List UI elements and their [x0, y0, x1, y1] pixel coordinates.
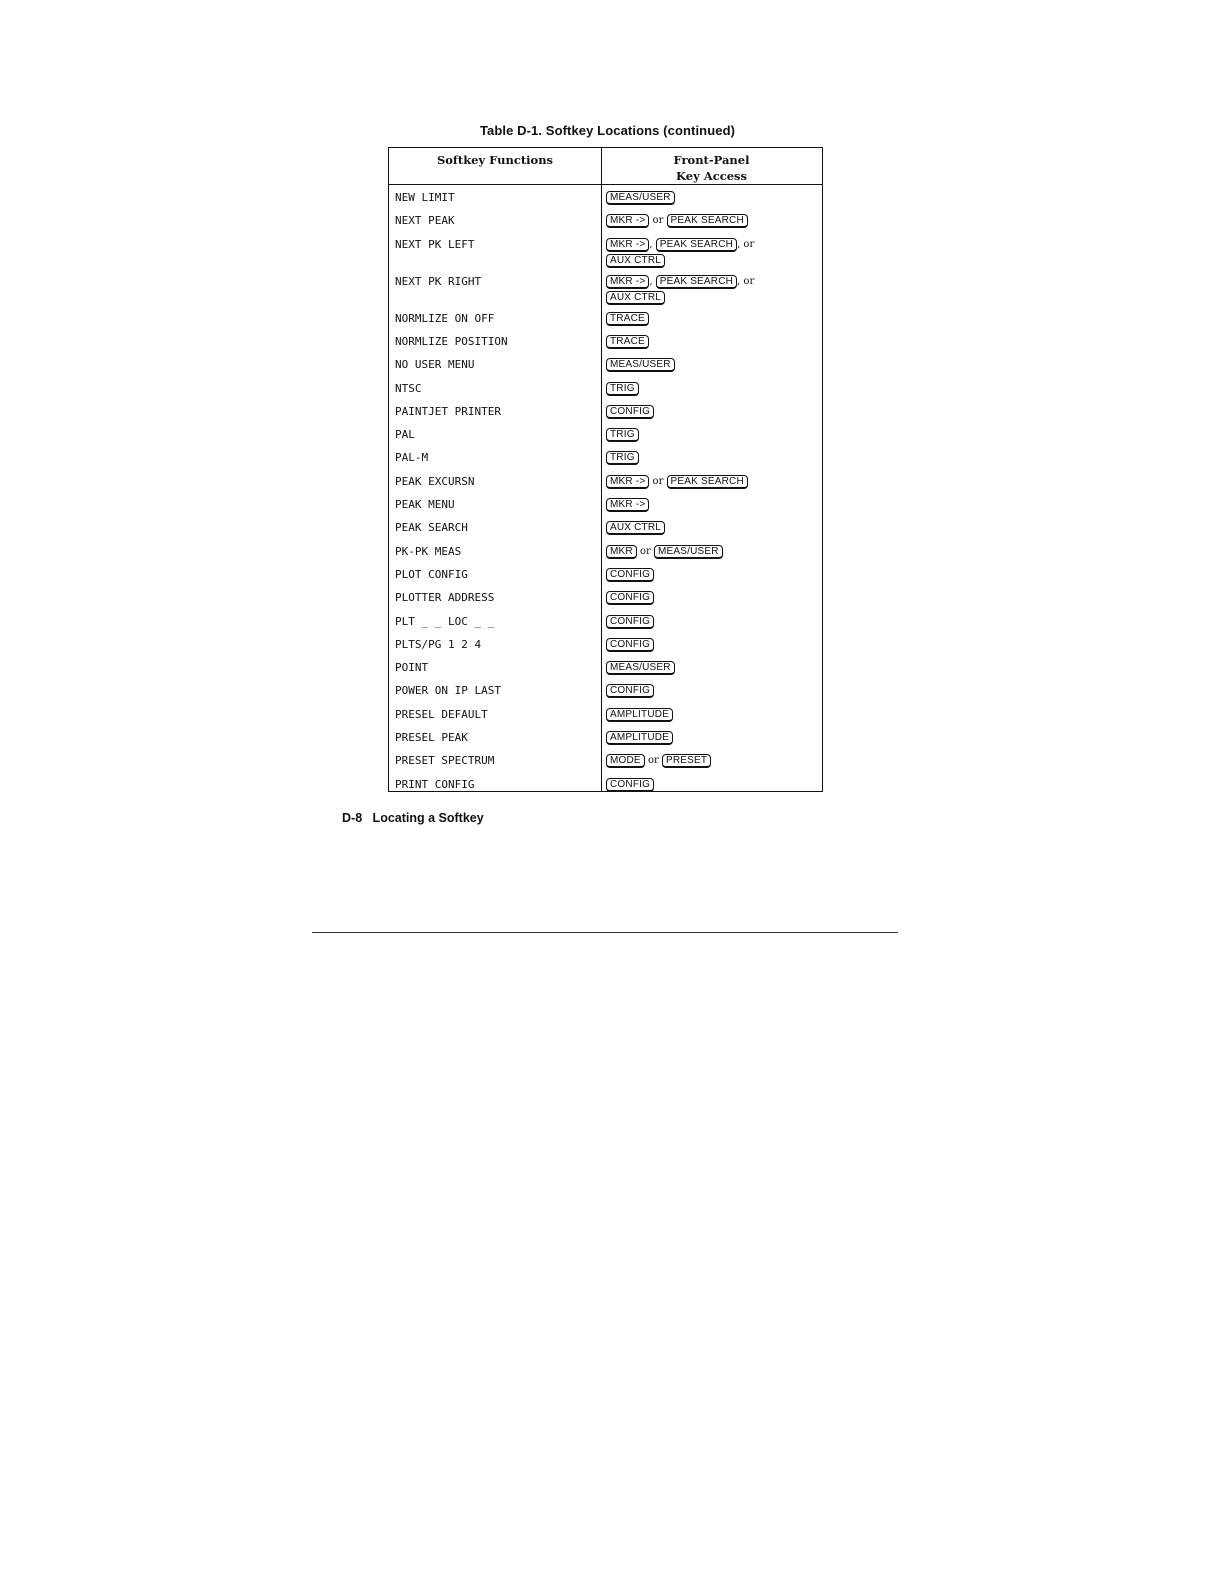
table-row — [389, 729, 822, 752]
key-access-line — [606, 567, 816, 583]
front-panel-key: MKR — [606, 545, 637, 559]
front-panel-key: CONFIG — [606, 568, 654, 582]
key-separator: or — [644, 755, 662, 767]
softkey-function: PLOT CONFIG — [395, 567, 468, 581]
key-access — [606, 450, 816, 466]
table-row — [389, 273, 822, 310]
key-access — [606, 637, 816, 653]
key-access-line — [606, 497, 816, 513]
key-access-line — [606, 520, 816, 536]
table-row — [389, 706, 822, 729]
key-access — [606, 274, 816, 306]
header-access-line2: Key Access — [676, 169, 747, 183]
front-panel-key: TRACE — [606, 335, 649, 349]
table-row — [389, 380, 822, 403]
table-row — [389, 403, 822, 426]
softkey-function: NEW LIMIT — [395, 191, 455, 204]
softkey-function: PK-PK MEAS — [395, 544, 462, 558]
key-access-line — [606, 427, 816, 443]
key-access — [606, 213, 816, 229]
key-separator: , — [649, 238, 656, 250]
key-access-line — [606, 290, 816, 306]
softkey-function: PAL — [395, 428, 415, 442]
front-panel-key: PEAK SEARCH — [667, 214, 748, 228]
softkey-function: PRESEL PEAK — [395, 731, 468, 744]
key-separator: or — [636, 545, 654, 557]
key-access — [606, 381, 816, 397]
table-row — [389, 659, 822, 682]
softkey-function: PEAK EXCURSN — [395, 474, 475, 488]
header-front-panel-key-access — [601, 152, 822, 184]
key-access-line — [606, 614, 816, 630]
key-access-line — [606, 450, 816, 466]
key-access — [606, 730, 816, 746]
table-row — [389, 449, 822, 472]
softkey-function: PRINT CONFIG — [395, 777, 475, 791]
table-row — [389, 613, 822, 636]
key-access — [606, 753, 816, 769]
softkey-function: PAINTJET PRINTER — [395, 404, 501, 418]
softkey-function: PLTS/PG 1 2 4 — [395, 637, 482, 651]
key-access — [606, 544, 816, 560]
page-footer: D-8 Locating a Softkey — [342, 811, 484, 825]
key-separator: or — [649, 475, 667, 487]
front-panel-key: AUX CTRL — [606, 521, 665, 535]
key-access-line — [606, 404, 816, 420]
key-access — [606, 474, 816, 490]
key-access — [606, 404, 816, 420]
key-access — [606, 520, 816, 536]
key-access — [606, 237, 816, 269]
key-access-line — [606, 777, 816, 793]
table-row — [389, 189, 822, 212]
table-row — [389, 682, 822, 705]
key-access — [606, 777, 816, 793]
front-panel-key: CONFIG — [606, 405, 654, 419]
key-access — [606, 190, 816, 206]
softkey-function: PRESEL DEFAULT — [395, 707, 488, 721]
front-panel-key: MKR -> — [606, 498, 649, 512]
softkey-function: NEXT PK LEFT — [395, 237, 475, 251]
key-access — [606, 590, 816, 606]
key-access-line — [606, 474, 816, 490]
table-row — [389, 589, 822, 612]
table-row — [389, 356, 822, 379]
table-row — [389, 636, 822, 659]
key-access-line — [606, 544, 816, 560]
front-panel-key: MEAS/USER — [654, 545, 723, 559]
table-row — [389, 333, 822, 356]
key-access-line — [606, 274, 816, 290]
table-row — [389, 236, 822, 273]
key-access-line — [606, 237, 816, 253]
table-row — [389, 519, 822, 542]
softkey-function: POINT — [395, 661, 429, 675]
front-panel-key: AUX CTRL — [606, 291, 665, 305]
key-access — [606, 311, 816, 327]
key-separator: , or — [737, 275, 755, 287]
key-access — [606, 427, 816, 443]
key-access-line — [606, 683, 816, 699]
front-panel-key: PRESET — [662, 754, 711, 768]
key-access — [606, 707, 816, 723]
key-access-line — [606, 190, 816, 206]
softkey-function: PLT _ _ LOC _ _ — [395, 614, 495, 628]
key-access-line — [606, 753, 816, 769]
table-row — [389, 212, 822, 235]
table-row — [389, 310, 822, 333]
softkey-function: NORMLIZE ON OFF — [395, 311, 495, 325]
key-access-line — [606, 311, 816, 327]
front-panel-key: MEAS/USER — [606, 358, 675, 372]
key-access-line — [606, 357, 816, 373]
table-row — [389, 473, 822, 496]
key-access-line — [606, 637, 816, 653]
front-panel-key: MEAS/USER — [606, 661, 675, 675]
key-access — [606, 497, 816, 513]
key-access — [606, 683, 816, 699]
table-row — [389, 543, 822, 566]
table-row — [389, 752, 822, 775]
softkey-function: PEAK SEARCH — [395, 521, 468, 535]
front-panel-key: AUX CTRL — [606, 254, 665, 268]
key-access-line — [606, 590, 816, 606]
key-access — [606, 357, 816, 373]
key-access-line — [606, 381, 816, 397]
front-panel-key: CONFIG — [606, 778, 654, 792]
header-divider — [389, 184, 822, 185]
table-caption: Table D-1. Softkey Locations (continued) — [479, 123, 736, 138]
table-row — [389, 566, 822, 589]
front-panel-key: PEAK SEARCH — [667, 475, 748, 489]
softkey-function: POWER ON IP LAST — [395, 684, 501, 698]
front-panel-key: AMPLITUDE — [606, 731, 673, 745]
front-panel-key: MKR -> — [606, 214, 649, 228]
key-access — [606, 660, 816, 676]
front-panel-key: PEAK SEARCH — [656, 275, 737, 289]
front-panel-key: TRACE — [606, 312, 649, 326]
softkey-function: NORMLIZE POSITION — [395, 334, 508, 348]
front-panel-key: MODE — [606, 754, 645, 768]
softkey-function: PLOTTER ADDRESS — [395, 591, 495, 605]
softkey-function: NO USER MENU — [395, 358, 475, 372]
table-row — [389, 496, 822, 519]
header-softkey-functions: Softkey Functions — [436, 153, 554, 167]
key-separator: or — [649, 215, 667, 227]
key-access-line — [606, 213, 816, 229]
table-row — [389, 776, 822, 799]
front-panel-key: TRIG — [606, 382, 639, 396]
front-panel-key: PEAK SEARCH — [656, 238, 737, 252]
softkey-function: NEXT PEAK — [395, 214, 455, 228]
key-access — [606, 614, 816, 630]
softkey-function: PEAK MENU — [395, 498, 455, 511]
softkey-function: PRESET SPECTRUM — [395, 754, 495, 768]
key-access-line — [606, 253, 816, 269]
softkey-function: NTSC — [395, 381, 422, 395]
front-panel-key: TRIG — [606, 451, 639, 465]
key-access — [606, 334, 816, 350]
front-panel-key: TRIG — [606, 428, 639, 442]
front-panel-key: CONFIG — [606, 615, 654, 629]
front-panel-key: MEAS/USER — [606, 191, 675, 205]
front-panel-key: MKR -> — [606, 275, 649, 289]
key-separator: , or — [737, 238, 755, 250]
horizontal-rule — [312, 932, 898, 933]
key-access — [606, 567, 816, 583]
key-access-line — [606, 707, 816, 723]
front-panel-key: AMPLITUDE — [606, 708, 673, 722]
key-access-line — [606, 660, 816, 676]
key-access-line — [606, 730, 816, 746]
softkey-function: NEXT PK RIGHT — [395, 274, 482, 288]
front-panel-key: CONFIG — [606, 591, 654, 605]
front-panel-key: CONFIG — [606, 638, 654, 652]
front-panel-key: CONFIG — [606, 684, 654, 698]
header-access-line1: Front-Panel — [673, 153, 750, 167]
softkey-table — [388, 147, 823, 792]
front-panel-key: MKR -> — [606, 475, 649, 489]
key-access-line — [606, 334, 816, 350]
key-separator: , — [649, 275, 656, 287]
softkey-function: PAL-M — [395, 451, 429, 465]
front-panel-key: MKR -> — [606, 238, 649, 252]
table-row — [389, 426, 822, 449]
